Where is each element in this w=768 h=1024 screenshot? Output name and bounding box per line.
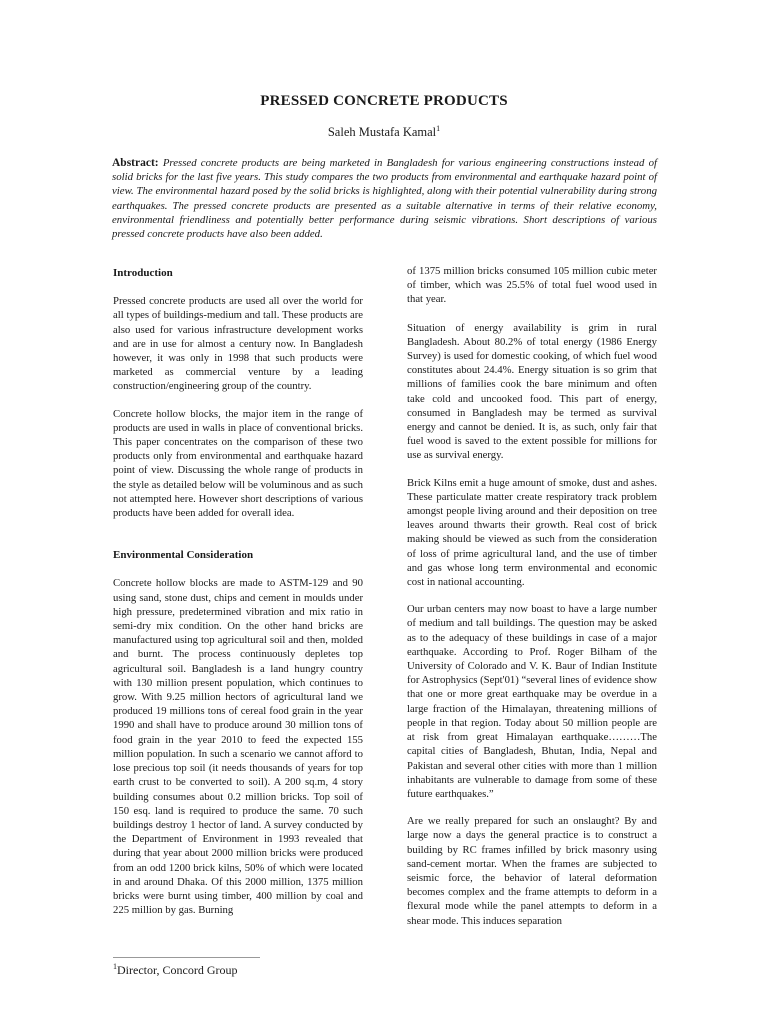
- paragraph: Situation of energy availability is grim in rural Bangladesh. About 80.2% of total energy (1986 Energy Survey) is used for domestic cooking, of which fuel wood constitutes about 24.4%. Energy situation is so grim that millions of families cook the bare minimum and often take cold and uncooked food. This part of energy, consumed in Bangladesh may be termed as survival energy and cannot be denied. It is, as such, only fair that fuel wood is saved to the extent possible for millions for use as survival energy.: [407, 321, 657, 462]
- paragraph: Concrete hollow blocks are made to ASTM-129 and 90 using sand, stone dust, chips and cement in moulds under high pressure, predetermined vibration and mix ratio in semi-dry mix condition. On the other hand bricks are manufactured using top agricultural soil and then, molded and burnt. The process continuously depletes top agricultural soil. Bangladesh is a land hungry country with 130 million present population, which continues to grow. With 9.25 million hectors of agricultural land we produced 19 millions tons of cereal food grain in the year 1990 and shall have to produce around 30 million tons of food grain in the year 2010 to feed the expected 155 million population. In such a scenario we cannot afford to lose precious top soil (it needs thousands of years for top earth crust to be converted to soil). A 200 sq.m, 4 story building consumes about 0.2 million bricks. Top soil of 150 esq. land is required to produce the same. 70 such buildings destroy 1 hector of land. A survey conducted by the Department of Environment in 1993 revealed that during that year about 2000 million bricks were produced from an odd 1200 brick kilns, 50% of which were located in and around Dhaka. Of this 2000 million, 1375 million bricks were burnt using timber, 400 million by coal and 225 million by gas. Burning: [113, 577, 363, 917]
- footnote: [113, 962, 238, 978]
- paragraph: Brick Kilns emit a huge amount of smoke, dust and ashes. These particulate matter create respiratory track problem amongst people living around and their deposition on tree leaves around thwarts their growth. Real cost of brick making should be viewed as such from the consideration of loss of prime agricultural land, and the use of timber and gas whose long term environmental and economic cost in national accounting.: [407, 476, 657, 589]
- author-footnote-mark: 1: [436, 124, 441, 133]
- left-column: [113, 266, 363, 917]
- footnote-divider: [113, 957, 260, 958]
- abstract-text: Pressed concrete products are being marketed in Bangladesh for various engineering constructions instead of solid bricks for the last five years. This study compares the two products from environmental and earthquake hazard point of view. The environmental hazard posed by the solid bricks is highlighted, along with their potential vulnerability during strong earthquakes. The pressed concrete products are presented as a suitable alternative in terms of their relative economy, environmental friendliness and potentially better performance during seismic vibrations. Short descriptions of various pressed concrete products have also been added.: [112, 157, 657, 241]
- paper-title: PRESSED CONCRETE PRODUCTS: [260, 93, 508, 109]
- author-name: Saleh Mustafa Kamal: [327, 125, 437, 139]
- abstract: [112, 156, 657, 241]
- paragraph: Pressed concrete products are used all over the world for all types of buildings-medium and tall. These products are also used for various infrastructure development works and are in use for almost a century now. In Bangladesh however, it was only in 1998 that such products were marketed as commercial venture by a leading construction/engineering group of the country.: [113, 295, 363, 393]
- paragraph: Concrete hollow blocks, the major item in the range of products are used in walls in place of conventional bricks. This paper concentrates on the comparison of these two products only from environmental and earthquake hazard point of view. Discussing the whole range of products in the style as detailed below will be voluminous and as such not attempted here. However short descriptions of various products have been added for overall idea.: [113, 407, 363, 520]
- section-heading-introduction: Introduction: [113, 267, 173, 279]
- author-line: [0, 124, 768, 140]
- paragraph: Are we really prepared for such an onslaught? By and large now a days the general practice is to construct a building by RC frames infilled by brick masonry using sand-cement mortar. When the frames are subjected to seismic force, the behavior of lateral deformation becomes complex and the frame attempts to deform in a flexural mode while the panel attempts to deform in a shear mode. This induces separation: [407, 815, 657, 927]
- section-heading-environmental: Environmental Consideration: [113, 549, 254, 562]
- abstract-label: Abstract:: [112, 157, 159, 169]
- footnote-mark: 1: [113, 962, 117, 971]
- right-column: [407, 264, 657, 928]
- footnote-text: Director, Concord Group: [117, 963, 238, 977]
- paragraph: of 1375 million bricks consumed 105 million cubic meter of timber, which was 25.5% of total fuel wood used in that year.: [407, 265, 657, 306]
- paragraph: Our urban centers may now boast to have a large number of medium and tall buildings. The question may be asked as to the adequacy of these buildings in case of a major earthquake. According to Prof. Roger Bilham of the University of Colorado and V. K. Baur of Indian Institute for Astrophysics (Sept'01) “several lines of evidence show that one or more great earthquake may be overdue in a large fraction of the Himalayan, threatening millions of people in that region. Today about 50 million people are at risk from great Himalayan earthquake………The capital cities of Bangladesh, Bhutan, India, Nepal and Pakistan and several other cities with more than 1 million inhabitants are vulnerable to damage from some of these future earthquakes.”: [407, 603, 657, 800]
